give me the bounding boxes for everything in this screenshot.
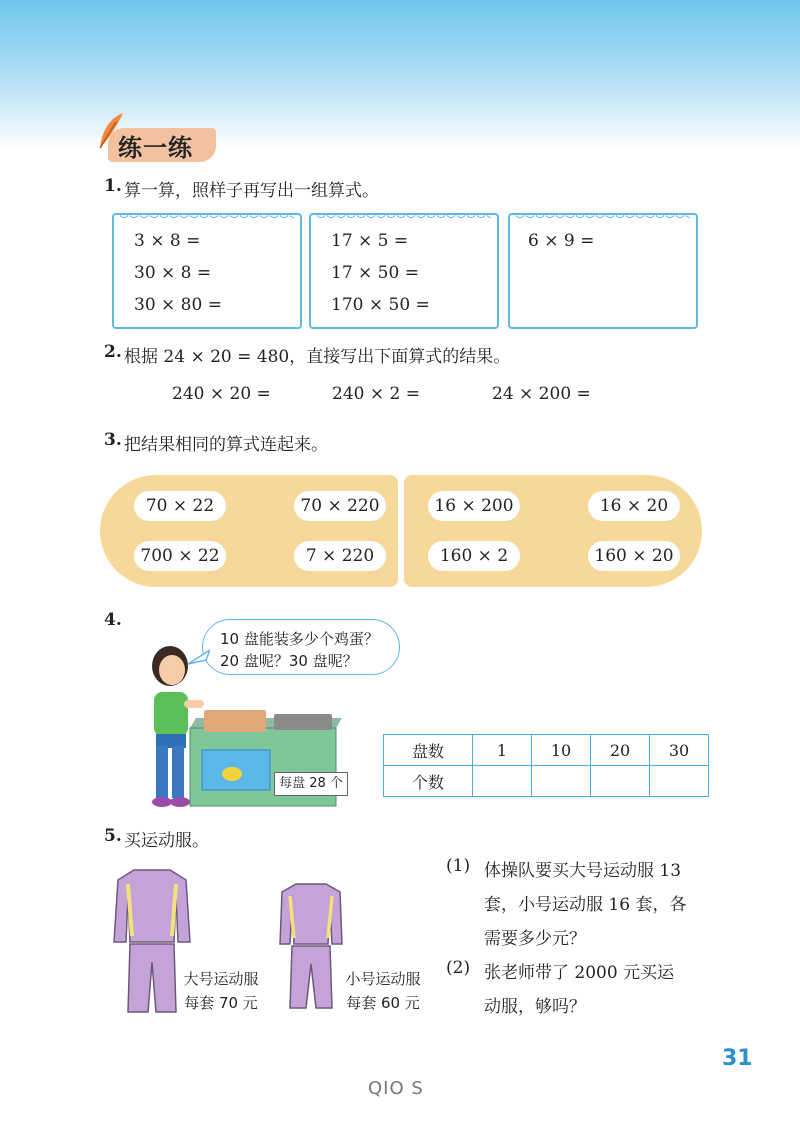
calc-expression: 30 × 8 = [134,263,212,283]
bubble-line-1: 10 盘能装多少个鸡蛋？ [220,630,379,648]
egg-count-table [383,734,709,797]
large-suit-label: 大号运动服 [183,970,259,988]
small-suit-label: 小号运动服 [345,970,421,988]
calc-expression: 17 × 50 = [331,263,419,283]
calc-expression: 6 × 9 = [528,231,595,251]
match-item[interactable]: 70 × 22 [134,491,226,521]
table-cell: 10 [532,735,591,766]
table-header-cell: 盘数 [384,735,473,766]
q2-expression: 240 × 2 = [332,384,420,404]
answer-cell[interactable] [591,766,650,797]
answer-cell[interactable] [473,766,532,797]
table-cell: 20 [591,735,650,766]
match-item[interactable]: 16 × 200 [428,491,520,521]
q3-text: 把结果相同的算式连起来。 [124,435,328,455]
table-header-cell: 个数 [384,766,473,797]
q1-text: 算一算，照样子再写出一组算式。 [124,181,379,201]
match-item[interactable]: 160 × 20 [588,541,680,571]
table-cell: 1 [473,735,532,766]
answer-cell[interactable] [650,766,709,797]
match-item[interactable]: 160 × 2 [428,541,520,571]
sub-question-1-line: 套，小号运动服 16 套，各 [484,895,687,915]
calc-expression: 170 × 50 = [331,295,430,315]
sub-question-2-line: 动服，够吗？ [484,997,586,1017]
sub-question-2-mark: (2) [446,958,471,978]
bubble-line-2: 20 盘呢？30 盘呢？ [220,652,358,670]
q2-text: 根据 24 × 20 = 480，直接写出下面算式的结果。 [124,347,511,367]
q1-number: 1. [104,176,122,196]
table-row [384,766,709,797]
answer-cell[interactable] [532,766,591,797]
watermark: QIO S [368,1078,424,1099]
match-item[interactable]: 70 × 220 [294,491,386,521]
large-suit-price: 每套 70 元 [184,994,258,1012]
q5-text: 买运动服。 [124,831,209,851]
sub-question-2-line: 张老师带了 2000 元买运 [484,963,675,983]
sub-question-1-mark: (1) [446,856,471,876]
table-row [384,735,709,766]
match-item[interactable]: 700 × 22 [134,541,226,571]
sub-question-1-line: 需要多少元？ [484,929,586,949]
section-title: 练一练 [118,134,193,162]
crate-label: 每盘 28 个 [274,772,348,796]
calc-expression: 3 × 8 = [134,231,201,251]
small-tracksuit-illustration [278,880,344,1012]
calc-box-1 [112,213,302,329]
page-number: 31 [722,1046,753,1071]
q2-number: 2. [104,342,122,362]
q4-number: 4. [104,610,122,630]
small-suit-price: 每套 60 元 [346,994,420,1012]
q3-number: 3. [104,430,122,450]
calc-expression: 30 × 80 = [134,295,222,315]
match-item[interactable]: 7 × 220 [294,541,386,571]
table-cell: 30 [650,735,709,766]
calc-expression: 17 × 5 = [331,231,409,251]
calc-box-2 [309,213,499,329]
match-item[interactable]: 16 × 20 [588,491,680,521]
q5-number: 5. [104,826,122,846]
q2-expression: 240 × 20 = [172,384,271,404]
q2-expression: 24 × 200 = [492,384,591,404]
calc-box-3 [508,213,698,329]
sub-question-1-line: 体操队要买大号运动服 13 [484,861,682,881]
